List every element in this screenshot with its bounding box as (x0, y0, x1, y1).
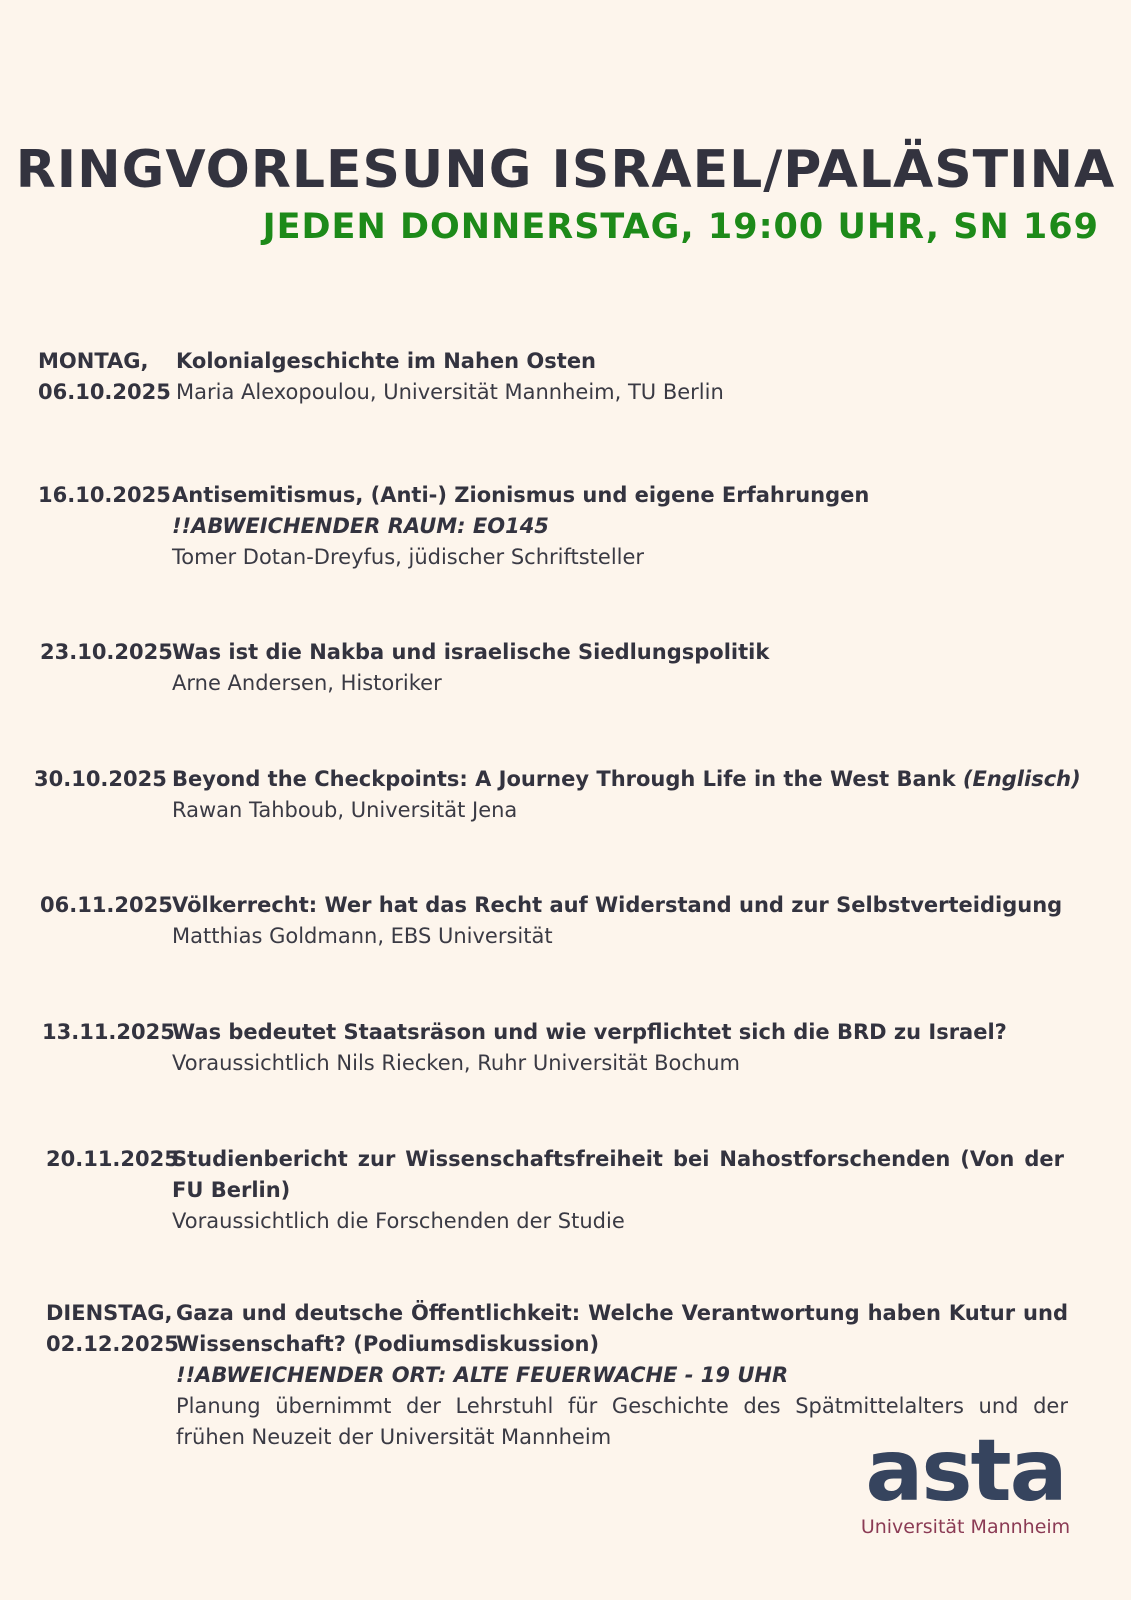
event-title-language: (Englisch) (962, 767, 1081, 791)
event-speaker: Matthias Goldmann, EBS Universität (172, 924, 553, 948)
event-date: MONTAG, 06.10.2025 (38, 349, 171, 404)
event-body (172, 890, 1102, 952)
event-speaker: Planung übernimmt der Lehrstuhl für Geschichte des Spätmittelalters und der frühen Neuzeit der Universität Mannheim (176, 1394, 1068, 1449)
event-speaker: Arne Andersen, Historiker (172, 671, 442, 695)
event-title: Was ist die Nakba und israelische Siedlungspolitik (172, 640, 770, 664)
event-body (172, 1017, 1102, 1079)
event-date: 16.10.2025 (38, 483, 171, 507)
event-date: 23.10.2025 (40, 640, 173, 664)
event-body (172, 764, 1102, 826)
asta-logo (858, 1421, 1073, 1546)
event-speaker: Rawan Tahboub, Universität Jena (172, 798, 518, 822)
event-date: 13.11.2025 (42, 1020, 175, 1044)
event-title-line (172, 764, 1102, 795)
asta-logo-subtitle: Universität Mannheim (860, 1516, 1071, 1538)
event-body (172, 1144, 1064, 1237)
event-body (172, 637, 1072, 699)
event-date: DIENSTAG, 02.12.2025 (46, 1301, 179, 1356)
event-title: Kolonialgeschichte im Nahen Osten (176, 349, 597, 373)
event-date: 06.11.2025 (40, 893, 173, 917)
event-title: Völkerrecht: Wer hat das Recht auf Widerstand und zur Selbstverteidigung (172, 893, 1063, 917)
event-title: Was bedeutet Staatsräson und wie verpflichtet sich die BRD zu Israel? (172, 1020, 1007, 1044)
event-speaker: Voraussichtlich Nils Riecken, Ruhr Universität Bochum (172, 1051, 741, 1075)
event-speaker: Voraussichtlich die Forschenden der Studie (172, 1209, 625, 1233)
event-speaker: Tomer Dotan-Dreyfus, jüdischer Schriftsteller (172, 545, 645, 569)
event-title: Beyond the Checkpoints: A Journey Through Life in the West Bank (172, 767, 956, 791)
asta-logo-wordmark: asta (865, 1421, 1066, 1521)
event-date: 30.10.2025 (34, 767, 167, 791)
event-speaker: Maria Alexopoulou, Universität Mannheim, TU Berlin (176, 380, 724, 404)
event-title: Antisemitismus, (Anti-) Zionismus und eigene Erfahrungen (172, 483, 870, 507)
event-body (176, 346, 1076, 408)
event-note: !!ABWEICHENDER ORT: ALTE FEUERWACHE - 19 UHR (176, 1363, 789, 1387)
event-body (172, 480, 1072, 573)
event-note: !!ABWEICHENDER RAUM: EO145 (172, 514, 549, 538)
event-title: Studienbericht zur Wissenschaftsfreiheit bei Nahostforschenden (Von der FU Berlin) (172, 1147, 1064, 1202)
event-date: 20.11.2025 (46, 1147, 179, 1171)
page-subtitle: JEDEN DONNERSTAG, 19:00 UHR, SN 169 (262, 207, 1099, 247)
event-title: Gaza und deutsche Öffentlichkeit: Welche Verantwortung haben Kutur und Wissenschaft? (Podiumsdiskussion) (176, 1301, 1068, 1356)
page-title: RINGVORLESUNG ISRAEL/PALÄSTINA (15, 140, 1116, 200)
